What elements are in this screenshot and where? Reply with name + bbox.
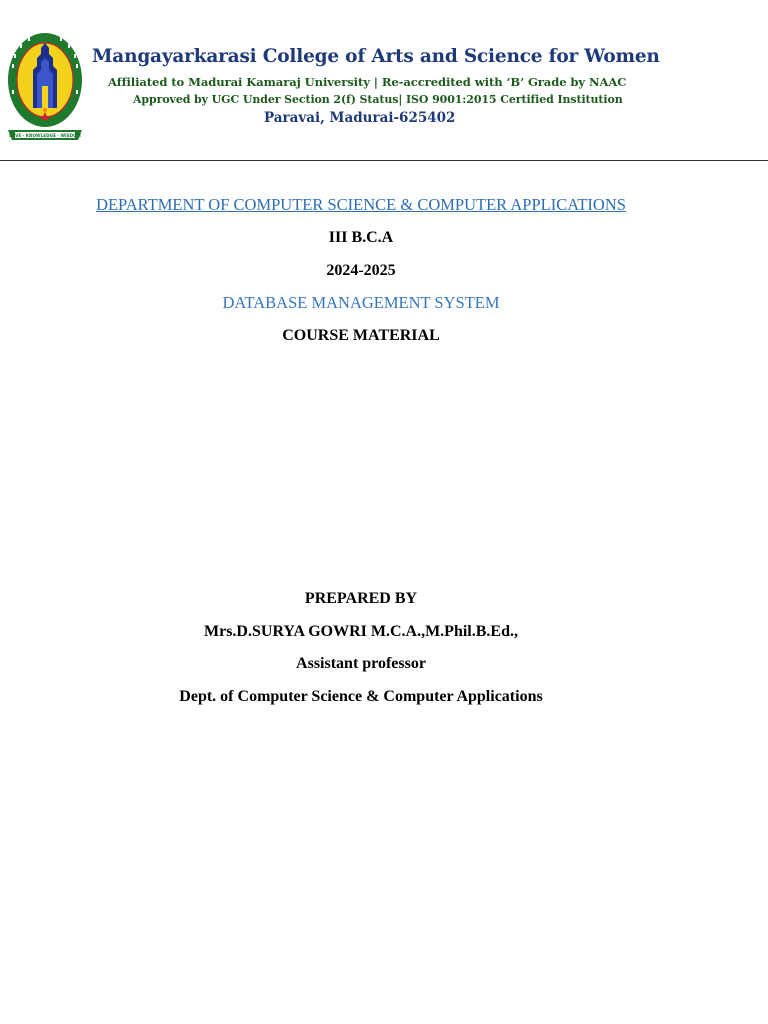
college-emblem-icon <box>6 30 84 146</box>
prepared-by-label: PREPARED BY <box>304 590 418 607</box>
preparer-name: Mrs.D.SURYA GOWRI M.C.A.,M.Phil.B.Ed., <box>204 623 518 640</box>
affiliation-line: Affiliated to Madurai Kamaraj University | Re-accredited with ‘B’ Grade by NAAC <box>108 75 627 89</box>
college-name: Mangayarkarasi College of Arts and Science for Women <box>92 46 660 67</box>
svg-text:LOVE · KNOWLEDGE · WISDOM: LOVE · KNOWLEDGE · WISDOM <box>9 133 81 138</box>
preparer-designation: Assistant professor <box>296 655 426 672</box>
subject-title: DATABASE MANAGEMENT SYSTEM <box>222 293 500 312</box>
department-heading: DEPARTMENT OF COMPUTER SCIENCE & COMPUTER APPLICATIONS <box>96 195 626 214</box>
letterhead <box>0 0 768 160</box>
college-location: Paravai, Madurai-625402 <box>264 110 456 126</box>
approval-line: Approved by UGC Under Section 2(f) Status| ISO 9001:2015 Certified Institution <box>133 93 623 106</box>
material-label: COURSE MATERIAL <box>282 327 440 344</box>
header-divider <box>0 160 768 161</box>
class-label: III B.C.A <box>328 229 394 246</box>
academic-year: 2024-2025 <box>326 262 396 279</box>
preparer-department: Dept. of Computer Science & Computer Applications <box>179 688 543 705</box>
